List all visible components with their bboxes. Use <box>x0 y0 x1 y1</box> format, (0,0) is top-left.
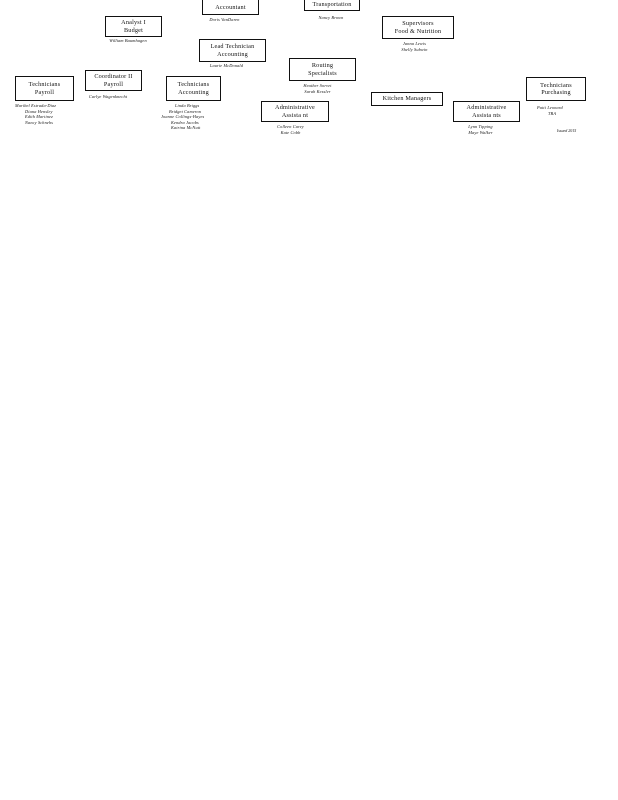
box-admin2-line2: Assista nts <box>472 111 501 119</box>
box-tech-purchasing-line1: Technicians <box>540 81 572 89</box>
name-wagenknecht: Carlye Wagenknecht <box>88 94 128 99</box>
box-analyst-budget-line1: Analyst I <box>121 19 146 27</box>
name-briggs: Linda Briggs <box>175 103 200 108</box>
box-supervisors-food <box>382 16 454 39</box>
box-lead-tech-line1: Lead Technician <box>210 43 255 51</box>
names-tech-purchasing <box>537 105 563 116</box>
box-lead-tech-accounting <box>199 39 266 62</box>
name-cameron: Bridget Cameron <box>169 108 202 114</box>
names-admin-2 <box>458 124 503 135</box>
name-tipping: Lynn Tipping <box>468 124 493 129</box>
names-lead-tech <box>204 63 249 69</box>
box-tech-purchasing-line2: Purchasing <box>541 89 571 96</box>
box-tech-payroll-line1: Technicians <box>28 81 61 89</box>
box-tech-payroll-line2: Payroll <box>34 88 55 96</box>
box-routing-line2: Specialists <box>308 69 337 77</box>
name-brown: Nancy Brown <box>318 15 344 20</box>
box-lead-tech-line2: Accounting <box>217 50 248 58</box>
name-leonard: Patti Leonard <box>537 105 563 110</box>
box-technicians-payroll <box>15 76 74 101</box>
name-mcnutt: Katrina McNutt <box>171 125 201 131</box>
names-coordinator <box>83 94 133 100</box>
name-sorvet: Heather Sorvet <box>303 83 332 88</box>
box-admin-assistants-2 <box>453 101 520 122</box>
names-routing <box>295 83 340 94</box>
names-transportation <box>311 15 351 21</box>
box-analyst-budget <box>105 16 162 37</box>
box-tech-accounting-line1: Technicians <box>177 81 210 89</box>
box-kitchen-title: Kitchen Managers <box>382 95 432 103</box>
box-coordinator-line1: Coordinator II <box>94 73 133 81</box>
box-accountant-title: Accountant <box>215 3 246 11</box>
name-kessler: Sarah Kessler <box>304 88 331 94</box>
box-kitchen-managers <box>371 92 443 106</box>
box-analyst-budget-line2: Budget <box>123 26 144 34</box>
name-subwin: Shelly Subwin <box>401 46 428 52</box>
name-jacobs: Kendra Jacobs <box>171 119 199 125</box>
box-routing-line1: Routing <box>311 62 334 70</box>
name-tba: TBA <box>548 110 557 116</box>
box-admin1-line1: Administrative <box>275 104 315 112</box>
box-technicians-purchasing <box>526 77 586 101</box>
box-transportation <box>304 0 360 11</box>
box-admin-assistant-1 <box>261 101 329 122</box>
box-tech-accounting-line2: Accounting <box>178 88 209 96</box>
names-admin-1 <box>268 124 313 135</box>
name-lewis: Janna Lewis <box>402 41 427 46</box>
box-transportation-title: Transportation <box>312 1 352 9</box>
name-collings-hayes: Joanne Collings-Hayes <box>161 114 205 120</box>
name-walker: Maye Walker <box>468 129 493 135</box>
box-coordinator-payroll <box>85 70 142 91</box>
name-cobb: Kate Cobb <box>280 129 301 135</box>
box-admin1-line2: Assista nt <box>281 111 309 119</box>
names-accountant <box>202 17 247 23</box>
box-coordinator-line2: Payroll <box>103 80 124 88</box>
box-supervisors-line2: Food & Nutrition <box>394 27 442 35</box>
name-martinez: Edith Martinez <box>25 114 53 120</box>
name-carey: Colleen Carey <box>277 124 304 129</box>
names-tech-payroll <box>15 103 56 125</box>
box-supervisors-line1: Supervisors <box>402 20 434 28</box>
names-analyst-budget <box>103 38 153 44</box>
names-supervisors <box>392 41 437 52</box>
name-baumhagen: William Baumhagen <box>109 38 147 43</box>
issued-date-note: Issued 2015 <box>557 128 577 133</box>
name-schnehs: Nancy Schnehs <box>25 119 54 125</box>
names-tech-accounting <box>161 103 204 131</box>
name-vandaren: Doris VanDaren <box>209 17 240 22</box>
name-estrada-diaz: Maribel Estrada-Diaz <box>15 103 57 108</box>
box-admin2-line1: Administrative <box>466 104 507 112</box>
name-mcdonald: Laurie McDonald <box>209 63 244 68</box>
box-accountant <box>202 0 259 15</box>
name-hensley: Diana Hensley <box>25 108 53 114</box>
box-technicians-accounting <box>166 76 221 101</box>
box-routing-specialists <box>289 58 356 81</box>
